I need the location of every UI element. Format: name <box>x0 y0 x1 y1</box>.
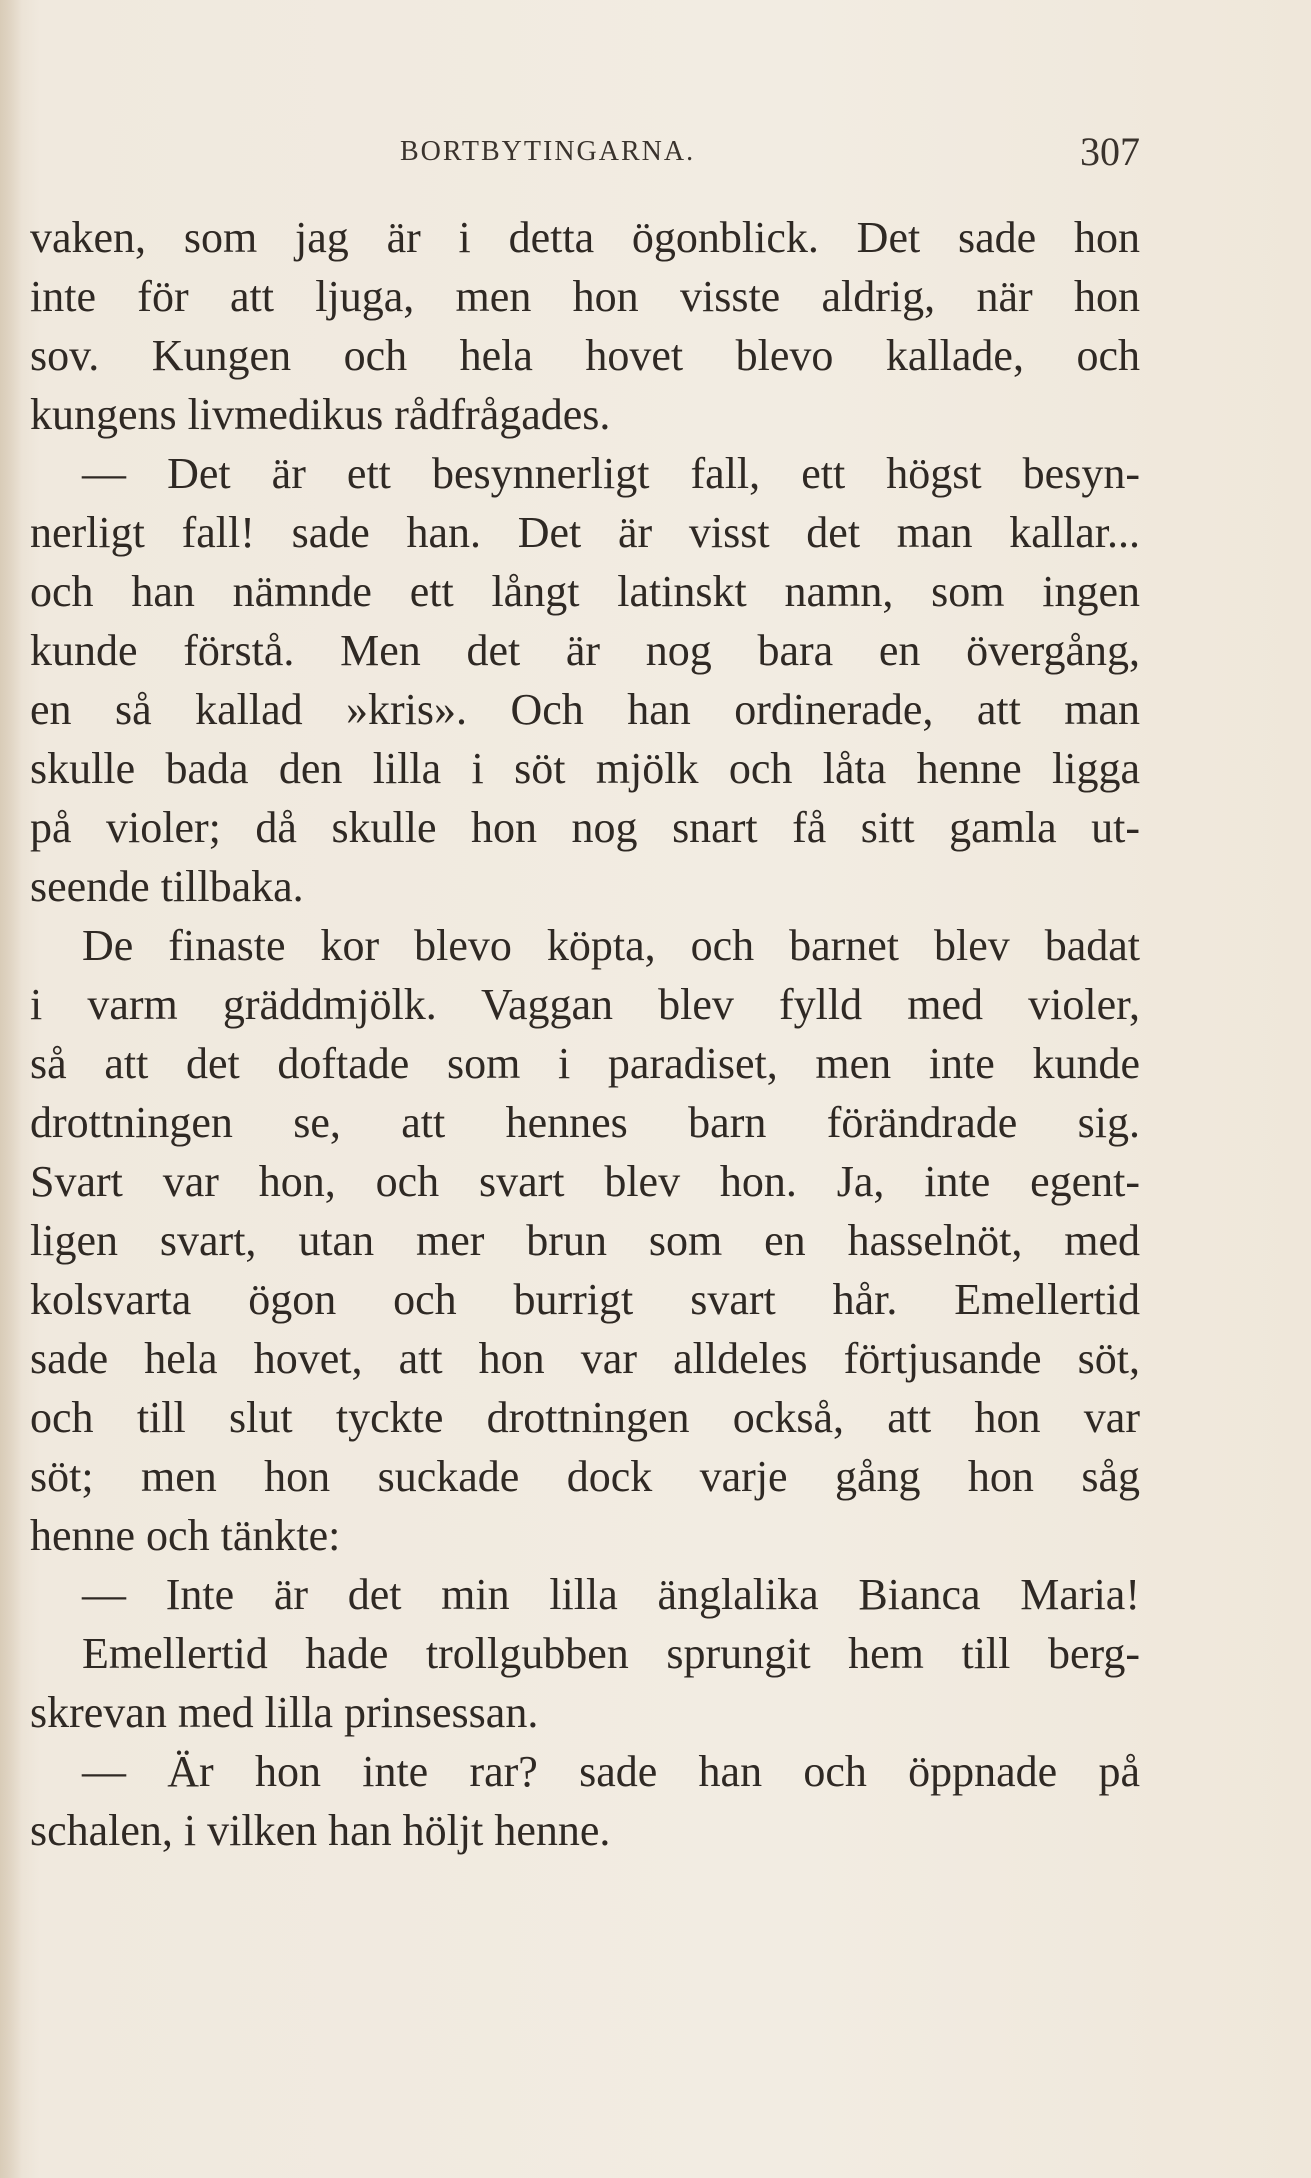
text-line: schalen, i vilken han höljt henne. <box>30 1806 611 1855</box>
text-line: sade hela hovet, att hon var alldeles förtjusande söt, <box>30 1334 1140 1383</box>
text-line: skulle bada den lilla i söt mjölk och låta henne ligga <box>30 744 1140 793</box>
text-line: Svart var hon, och svart blev hon. Ja, inte egent- <box>30 1157 1140 1206</box>
running-title: BORTBYTINGARNA. <box>400 136 696 167</box>
text-line: inte för att ljuga, men hon visste aldrig, när hon <box>30 272 1140 321</box>
text-line: seende tillbaka. <box>30 862 304 911</box>
page-number: 307 <box>1080 129 1140 174</box>
text-line: en så kallad »kris». Och han ordinerade, att man <box>30 685 1140 734</box>
text-line: — Inte är det min lilla änglalika Bianca Maria! <box>82 1570 1140 1619</box>
text-line: skrevan med lilla prinsessan. <box>30 1688 539 1737</box>
text-line: ligen svart, utan mer brun som en hasselnöt, med <box>30 1216 1140 1265</box>
text-line: nerligt fall! sade han. Det är visst det man kallar... <box>30 508 1140 557</box>
running-head <box>30 128 1140 178</box>
text-line: på violer; då skulle hon nog snart få sitt gamla ut- <box>30 803 1140 852</box>
text-line: kunde förstå. Men det är nog bara en övergång, <box>30 626 1140 675</box>
text-line: i varm gräddmjölk. Vaggan blev fylld med violer, <box>30 980 1140 1029</box>
text-line: henne och tänkte: <box>30 1511 341 1560</box>
text-line: Emellertid hade trollgubben sprungit hem till berg- <box>82 1629 1140 1678</box>
text-line: drottningen se, att hennes barn förändrade sig. <box>30 1098 1140 1147</box>
text-line: sov. Kungen och hela hovet blevo kallade, och <box>30 331 1140 380</box>
text-line: kungens livmedikus rådfrågades. <box>30 390 611 439</box>
text-line: och till slut tyckte drottningen också, att hon var <box>30 1393 1140 1442</box>
text-line: — Är hon inte rar? sade han och öppnade på <box>82 1747 1140 1796</box>
page-gutter-shadow <box>0 0 22 2178</box>
text-line: och han nämnde ett långt latinskt namn, som ingen <box>30 567 1140 616</box>
text-line: De finaste kor blevo köpta, och barnet blev badat <box>82 921 1140 970</box>
text-line: vaken, som jag är i detta ögonblick. Det sade hon <box>30 213 1140 262</box>
text-line: söt; men hon suckade dock varje gång hon såg <box>30 1452 1140 1501</box>
text-line: kolsvarta ögon och burrigt svart hår. Emellertid <box>30 1275 1140 1324</box>
text-line: — Det är ett besynnerligt fall, ett högst besyn- <box>82 449 1140 498</box>
text-line: så att det doftade som i paradiset, men inte kunde <box>30 1039 1140 1088</box>
body-text <box>30 208 1140 1860</box>
